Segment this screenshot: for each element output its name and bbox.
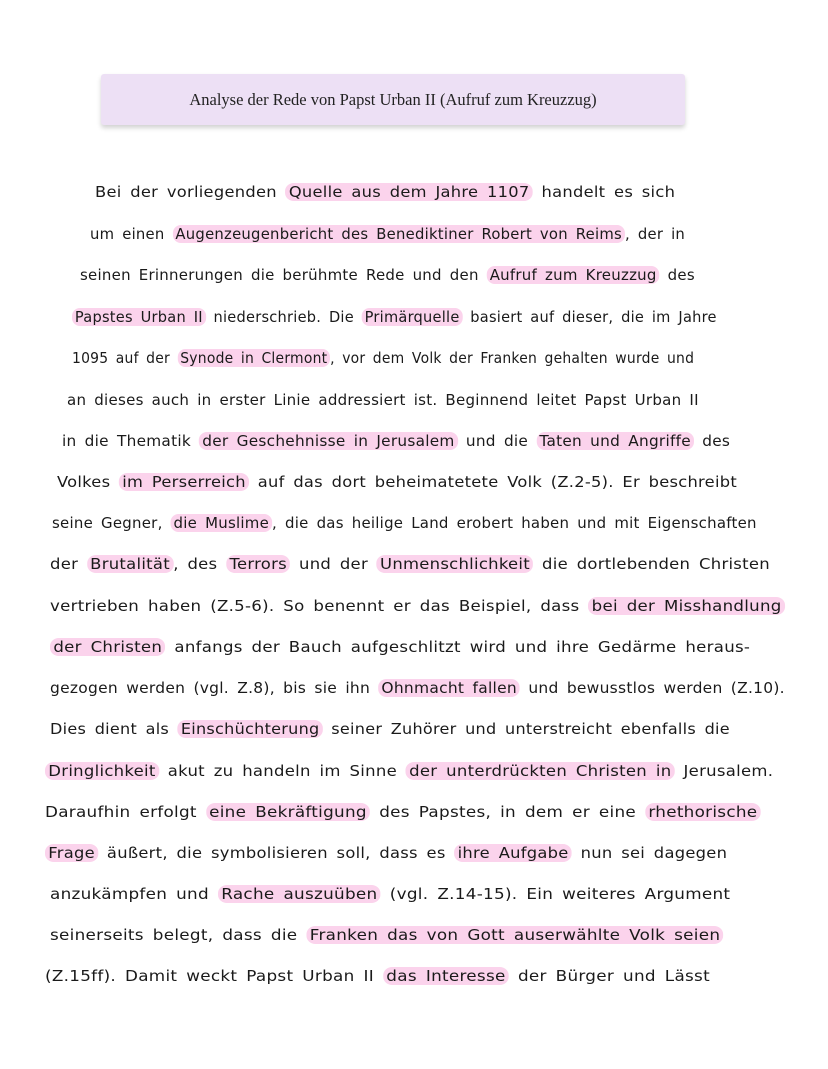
highlighted-phrase: der unterdrückten Christen in [406, 762, 675, 780]
text-segment: (Z.15ff). Damit weckt Papst Urban II [45, 967, 383, 985]
text-segment: akut zu handeln im Sinne [158, 762, 406, 780]
text-line [80, 263, 695, 287]
text-line [50, 594, 785, 618]
highlighted-phrase: die Muslime [171, 514, 272, 532]
highlighted-phrase: Primärquelle [362, 308, 463, 326]
text-line [52, 511, 757, 535]
text-line [45, 759, 773, 783]
text-segment: und die [457, 432, 537, 450]
highlighted-phrase: bei der Misshandlung [588, 597, 785, 615]
text-line [50, 552, 770, 576]
text-segment: , vor dem Volk der Franken gehalten wurde und [330, 349, 695, 367]
highlighted-phrase: Rache auszuüben [218, 885, 381, 903]
text-segment: nun sei dagegen [571, 844, 728, 862]
text-segment: der Bürger und Lässt [508, 967, 710, 985]
highlighted-phrase: der Geschehnisse in Jerusalem [199, 432, 458, 450]
text-segment: seinerseits belegt, dass die [50, 926, 307, 944]
text-segment: Daraufhin erfolgt [45, 803, 206, 821]
text-line [90, 222, 685, 246]
text-line [95, 180, 675, 204]
highlighted-phrase: Unmenschlichkeit [377, 555, 533, 573]
text-segment: gezogen werden (vgl. Z.8), bis sie ihn [50, 679, 379, 697]
text-line [45, 841, 727, 865]
text-segment: Jerusalem. [674, 762, 774, 780]
text-segment: in die Thematik [62, 432, 200, 450]
text-line [50, 923, 724, 947]
text-line [50, 635, 750, 659]
text-segment: Dies dient als [50, 720, 178, 738]
text-segment: des [659, 266, 695, 284]
highlighted-phrase: Augenzeugenbericht des Benediktiner Robert von Reims [172, 225, 624, 243]
text-segment: an dieses auch in erster Linie addressiert ist. Beginnend leitet Papst Urban II [67, 391, 699, 409]
highlighted-phrase: rhethorische [645, 803, 761, 821]
text-segment: handelt es sich [532, 183, 676, 201]
text-segment: basiert auf dieser, die im Jahre [462, 308, 717, 326]
highlighted-phrase: im Perserreich [119, 473, 249, 491]
highlighted-phrase: Terrors [226, 555, 290, 573]
highlighted-phrase: Aufruf zum Kreuzzug [487, 266, 660, 284]
text-segment: Bei der vorliegenden [95, 183, 286, 201]
text-line [50, 676, 785, 700]
page-title: Analyse der Rede von Papst Urban II (Aufruf zum Kreuzzug) [189, 89, 597, 109]
highlighted-phrase: der Christen [50, 638, 166, 656]
text-segment: des [694, 432, 731, 450]
text-segment: auf das dort beheimatetete Volk (Z.2-5). Er beschreibt [249, 473, 738, 491]
text-segment: der [50, 555, 87, 573]
text-segment: des Papstes, in dem er eine [370, 803, 646, 821]
highlighted-phrase: Ohnmacht fallen [378, 679, 520, 697]
text-line [62, 429, 730, 453]
text-line [72, 346, 694, 370]
highlighted-phrase: Frage [45, 844, 98, 862]
text-segment: die dortlebenden Christen [533, 555, 770, 573]
text-segment: und der [290, 555, 377, 573]
text-line [45, 964, 710, 988]
text-segment: , die das heilige Land erobert haben und mit Eigenschaften [272, 514, 757, 532]
text-segment: niederschrieb. Die [205, 308, 362, 326]
text-segment: um einen [90, 225, 173, 243]
text-line [45, 800, 761, 824]
text-segment: seine Gegner, [52, 514, 171, 532]
text-segment: anfangs der Bauch aufgeschlitzt wird und ihre Gedärme heraus- [165, 638, 751, 656]
highlighted-phrase: Brutalität [87, 555, 173, 573]
text-segment: (vgl. Z.14-15). Ein weiteres Argument [380, 885, 731, 903]
title-box [101, 74, 685, 125]
highlighted-phrase: das Interesse [383, 967, 509, 985]
text-segment: , des [173, 555, 227, 573]
text-line [72, 305, 717, 329]
highlighted-phrase: Papstes Urban II [72, 308, 206, 326]
highlighted-phrase: Franken das von Gott auserwählte Volk seien [306, 926, 723, 944]
text-segment: seinen Erinnerungen die berühmte Rede und den [80, 266, 487, 284]
highlighted-phrase: Synode in Clermont [177, 349, 330, 367]
highlighted-phrase: Taten und Angriffe [536, 432, 694, 450]
highlighted-phrase: eine Bekräftigung [206, 803, 370, 821]
text-line [50, 882, 730, 906]
highlighted-phrase: Quelle aus dem Jahre 1107 [286, 183, 533, 201]
text-line [50, 717, 730, 741]
text-line [57, 470, 737, 494]
text-segment: und bewusstlos werden (Z.10). [520, 679, 785, 697]
text-segment: seiner Zuhörer und unterstreicht ebenfalls die [322, 720, 730, 738]
text-segment: 1095 auf der [72, 349, 178, 367]
highlighted-phrase: Dringlichkeit [45, 762, 159, 780]
text-segment: äußert, die symbolisieren soll, dass es [98, 844, 455, 862]
text-line [67, 388, 699, 412]
text-segment: vertrieben haben (Z.5-6). So benennt er das Beispiel, dass [50, 597, 589, 615]
highlighted-phrase: Einschüchterung [178, 720, 323, 738]
text-segment: anzukämpfen und [50, 885, 218, 903]
highlighted-phrase: ihre Aufgabe [454, 844, 572, 862]
text-segment: , der in [624, 225, 686, 243]
text-segment: Volkes [57, 473, 120, 491]
